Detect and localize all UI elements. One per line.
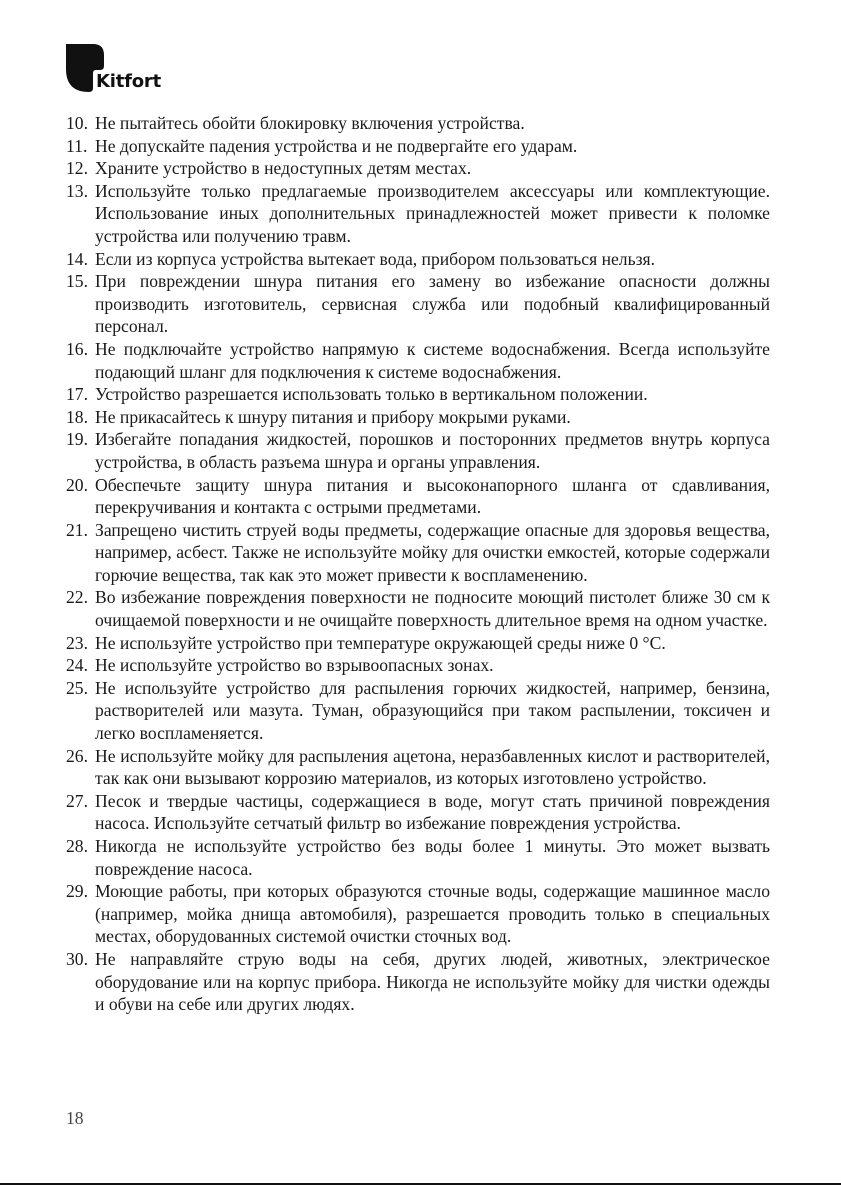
brand-name: Kitfort bbox=[96, 71, 162, 92]
item-number: 25. bbox=[66, 677, 88, 698]
item-text: Во избежание повреждения поверхности не подносите моющий пистолет ближе 30 см к очищаемой поверхности и не очищайте поверхность длительное время на одном участке. bbox=[95, 587, 770, 631]
list-item bbox=[66, 654, 770, 677]
item-text: Песок и твердые частицы, содержащиеся в воде, могут стать причиной повреждения насоса. Используйте сетчатый фильтр во избежание повреждения устройства. bbox=[95, 790, 770, 834]
item-number: 16. bbox=[66, 338, 88, 359]
item-number: 28. bbox=[66, 836, 88, 856]
item-text: Не подключайте устройство напрямую к системе водоснабжения. Всегда используйте подающий шланг для подключения к системе водоснабжения. bbox=[95, 338, 770, 382]
item-number: 13. bbox=[66, 180, 88, 201]
item-text: Не используйте мойку для распыления ацетона, неразбавленных кислот и растворителей, так как они вызывают коррозию материалов, из которых изготовлено устройство. bbox=[95, 745, 770, 789]
list-item bbox=[66, 586, 770, 631]
item-text: Не используйте устройство при температуре окружающей среды ниже 0 °С. bbox=[95, 632, 666, 653]
item-number: 17. bbox=[66, 384, 88, 405]
list-item bbox=[66, 180, 770, 248]
list-item bbox=[66, 338, 770, 383]
list-item bbox=[66, 835, 770, 880]
list-item bbox=[66, 948, 770, 1016]
list-item bbox=[66, 406, 770, 429]
item-text: Запрещено чистить струей воды предметы, содержащие опасные для здоровья вещества, например, асбест. Также не используйте мойку для очистки емкостей, которые содержали горючие вещества, так как это может привести к воспламенению. bbox=[95, 519, 770, 585]
item-text: Не допускайте падения устройства и не подвергайте его ударам. bbox=[95, 135, 578, 156]
list-item bbox=[66, 248, 770, 271]
item-number: 22. bbox=[66, 587, 88, 608]
list-item bbox=[66, 632, 770, 655]
item-text: Не пытайтесь обойти блокировку включения устройства. bbox=[95, 113, 525, 133]
item-number: 30. bbox=[66, 948, 88, 969]
item-number: 24. bbox=[66, 655, 88, 676]
item-number: 27. bbox=[66, 790, 88, 811]
item-number: 29. bbox=[66, 881, 88, 902]
item-number: 20. bbox=[66, 474, 88, 495]
item-text: Моющие работы, при которых образуются сточные воды, содержащие машинное масло (например, мойка днища автомобиля), разрешается проводить только в специальных местах, оборудованных системой очистки сточных вод. bbox=[95, 881, 770, 947]
item-text: При повреждении шнура питания его замену во избежание опасности должны производить изготовитель, сервисная служба или подобный квалифицированный персонал. bbox=[95, 271, 770, 337]
item-text: Никогда не используйте устройство без воды более 1 минуты. Это может вызвать повреждение насоса. bbox=[95, 836, 770, 879]
item-number: 19. bbox=[66, 429, 88, 450]
item-text: Храните устройство в недоступных детям местах. bbox=[95, 158, 472, 179]
item-number: 11. bbox=[66, 135, 88, 156]
safety-instructions-list bbox=[66, 112, 770, 1016]
list-item bbox=[66, 677, 770, 745]
item-text: Не используйте устройство во взрывоопасных зонах. bbox=[95, 655, 494, 676]
item-text: Избегайте попадания жидкостей, порошков и посторонних предметов внутрь корпуса устройства, в область разъема шнура и органы управления. bbox=[95, 429, 770, 472]
item-text: Не используйте устройство для распыления горючих жидкостей, например, бензина, растворителей или мазута. Туман, образующийся при таком распылении, токсичен и легко воспламеняется. bbox=[95, 677, 770, 744]
list-item bbox=[66, 790, 770, 835]
item-text: Обеспечьте защиту шнура питания и высоконапорного шланга от сдавливания, перекручивания и контакта с острыми предметами. bbox=[95, 474, 770, 518]
page-number: 18 bbox=[66, 1108, 84, 1128]
list-item bbox=[66, 157, 770, 180]
list-item bbox=[66, 519, 770, 587]
list-item bbox=[66, 112, 770, 135]
list-item bbox=[66, 428, 770, 473]
item-number: 21. bbox=[66, 519, 88, 540]
item-number: 26. bbox=[66, 745, 88, 766]
list-item bbox=[66, 270, 770, 338]
list-item bbox=[66, 745, 770, 790]
item-number: 12. bbox=[66, 158, 88, 179]
list-item bbox=[66, 880, 770, 948]
item-text: Если из корпуса устройства вытекает вода, прибором пользоваться нельзя. bbox=[95, 248, 656, 269]
list-item bbox=[66, 474, 770, 519]
list-item bbox=[66, 383, 770, 406]
item-number: 15. bbox=[66, 271, 88, 292]
list-item bbox=[66, 135, 770, 158]
item-number: 18. bbox=[66, 406, 88, 427]
kitfort-logo bbox=[66, 44, 176, 94]
item-number: 10. bbox=[66, 113, 88, 133]
item-text: Не прикасайтесь к шнуру питания и прибору мокрыми руками. bbox=[95, 406, 571, 427]
item-text: Не направляйте струю воды на себя, других людей, животных, электрическое оборудование или на корпус прибора. Никогда не используйте мойку для чистки одежды и обуви на себе или других людях. bbox=[95, 948, 770, 1015]
item-number: 23. bbox=[66, 632, 88, 653]
item-number: 14. bbox=[66, 248, 88, 269]
item-text: Используйте только предлагаемые производителем аксессуары или комплектующие. Использование иных дополнительных принадлежностей может привести к поломке устройства или получению травм. bbox=[95, 180, 770, 246]
item-text: Устройство разрешается использовать только в вертикальном положении. bbox=[95, 384, 648, 405]
